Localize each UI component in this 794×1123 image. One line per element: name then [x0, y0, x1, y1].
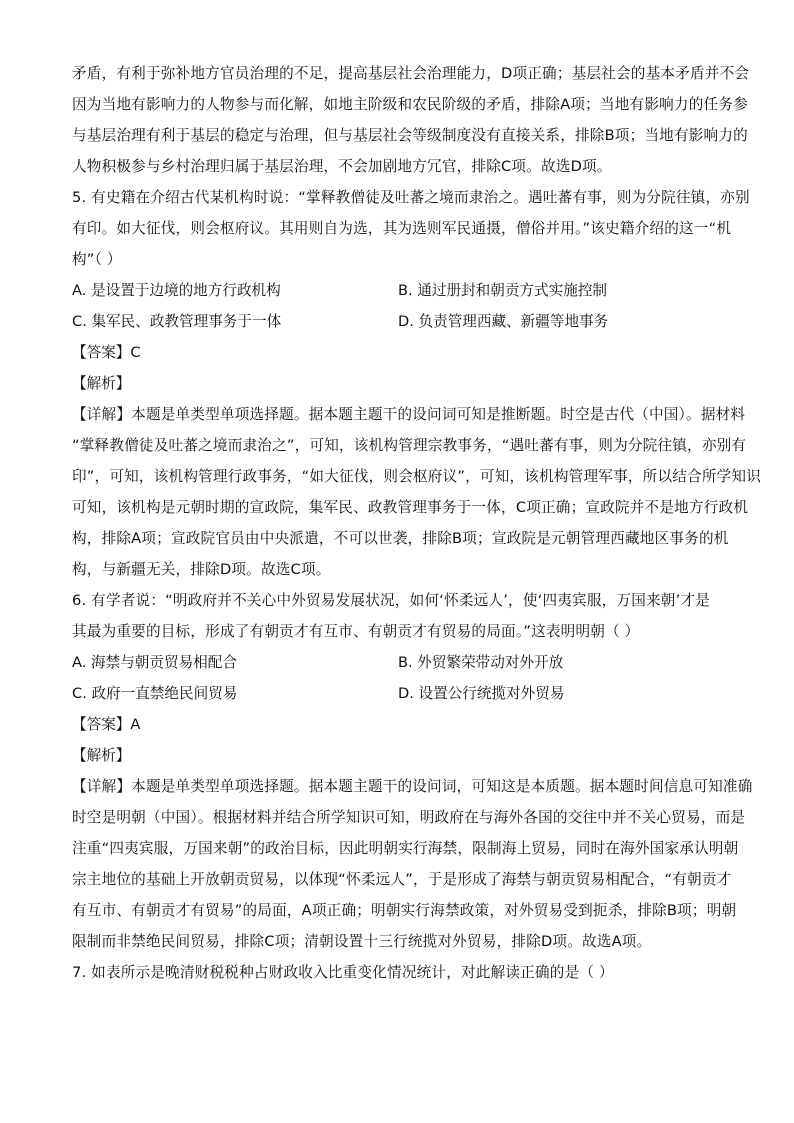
- q6-options-row: [72, 678, 724, 709]
- q5-analysis-line: 【详解】本题是单类型单项选择题。据本题主题干的设问词可知是推断题。时空是古代（中国）。据材料: [72, 406, 746, 423]
- intro-line: 矛盾，有利于弥补地方官员治理的不足，提高基层社会治理能力，D项正确；基层社会的基本矛盾并不会: [72, 65, 750, 82]
- q5-option-c: C. 集军民、政教管理事务于一体: [72, 313, 282, 330]
- q5-analysis-line: 印”，可知，该机构管理行政事务，“如大征伐，则会枢府议”，可知，该机构管理军事，所以结合所学知识: [72, 468, 762, 485]
- q5-stem-line: 构”（ ）: [72, 251, 122, 268]
- q5-analysis-line: 构，与新疆无关，排除D项。故选C项。: [72, 561, 331, 578]
- q6-stem-line: 6. 有学者说：“明政府并不关心中外贸易发展状况，如何‘怀柔远人’，使‘四夷宾服，万国来朝’才是: [72, 592, 711, 609]
- q6-analysis-label: 【解析】: [72, 747, 131, 764]
- q5-options-row: [72, 275, 724, 306]
- q6-option-d: D. 设置公行统揽对外贸易: [398, 685, 565, 702]
- q5-analysis-line: “掌释教僧徒及吐蕃之境而隶治之”，可知，该机构管理宗教事务，“遇吐蕃有事，则为分院往镇，亦别有: [72, 437, 747, 454]
- q6-analysis-line: 限制而非禁绝民间贸易，排除C项；清朝设置十三行统揽对外贸易，排除D项。故选A项。: [72, 933, 652, 950]
- intro-line: 因为当地有影响力的人物参与而化解，如地主阶级和农民阶级的矛盾，排除A项；当地有影响力的任务参: [72, 96, 748, 113]
- q5-stem-line: 有印。如大征伐，则会枢府议。其用则自为选，其为选则军民通摄，僧俗并用。”该史籍介绍的这一“机: [72, 220, 732, 237]
- document-page: [72, 58, 762, 988]
- q6-options-row: [72, 647, 724, 678]
- q6-answer: 【答案】A: [72, 716, 141, 733]
- q6-option-c: C. 政府一直禁绝民间贸易: [72, 685, 238, 702]
- q5-option-a: A. 是设置于边境的地方行政机构: [72, 282, 281, 299]
- q5-analysis-label: 【解析】: [72, 375, 131, 392]
- q5-option-b: B. 通过册封和朝贡方式实施控制: [398, 282, 608, 299]
- q6-analysis-line: 有互市、有朝贡才有贸易”的局面，A项正确；明朝实行海禁政策，对外贸易受到扼杀，排除B项；明朝: [72, 902, 737, 919]
- intro-line: 人物积极参与乡村治理归属于基层治理，不会加剧地方冗官，排除C项。故选D项。: [72, 158, 612, 175]
- q6-analysis-line: 时空是明朝（中国）。根据材料并结合所学知识可知，明政府在与海外各国的交往中并不关心贸易，而是: [72, 809, 746, 826]
- q6-stem-line: 其最为重要的目标，形成了有朝贡才有互市、有朝贡才有贸易的局面。”这表明明朝（ ）: [72, 623, 640, 640]
- q5-answer: 【答案】C: [72, 344, 141, 361]
- q5-option-d: D. 负责管理西藏、新疆等地事务: [398, 313, 609, 330]
- q6-analysis-line: 注重“四夷宾服，万国来朝”的政治目标，因此明朝实行海禁，限制海上贸易，同时在海外国家承认明朝: [72, 840, 739, 857]
- q5-options-row: [72, 306, 724, 337]
- intro-line: 与基层治理有利于基层的稳定与治理，但与基层社会等级制度没有直接关系，排除B项；当地有影响力的: [72, 127, 748, 144]
- q6-option-a: A. 海禁与朝贡贸易相配合: [72, 654, 237, 671]
- q5-analysis-line: 可知，该机构是元朝时期的宣政院，集军民、政教管理事务于一体，C项正确；宣政院并不是地方行政机: [72, 499, 749, 516]
- q6-analysis-line: 【详解】本题是单类型单项选择题。据本题主题干的设问词，可知这是本质题。据本题时间信息可知准确: [72, 778, 753, 795]
- q5-stem-line: 5. 有史籍在介绍古代某机构时说：“掌释教僧徒及吐蕃之境而隶治之。遇吐蕃有事，则为分院往镇，亦别: [72, 189, 750, 206]
- q5-analysis-line: 构，排除A项；宣政院官员由中央派遣，不可以世袭，排除B项；宣政院是元朝管理西藏地区事务的机: [72, 530, 729, 547]
- q6-analysis-line: 宗主地位的基础上开放朝贡贸易，以体现“怀柔远人”，于是形成了海禁与朝贡贸易相配合，“有朝贡才: [72, 871, 732, 888]
- q6-option-b: B. 外贸繁荣带动对外开放: [398, 654, 564, 671]
- q7-stem-line: 7. 如表所示是晚清财税税种占财政收入比重变化情况统计，对此解读正确的是（ ）: [72, 964, 614, 981]
